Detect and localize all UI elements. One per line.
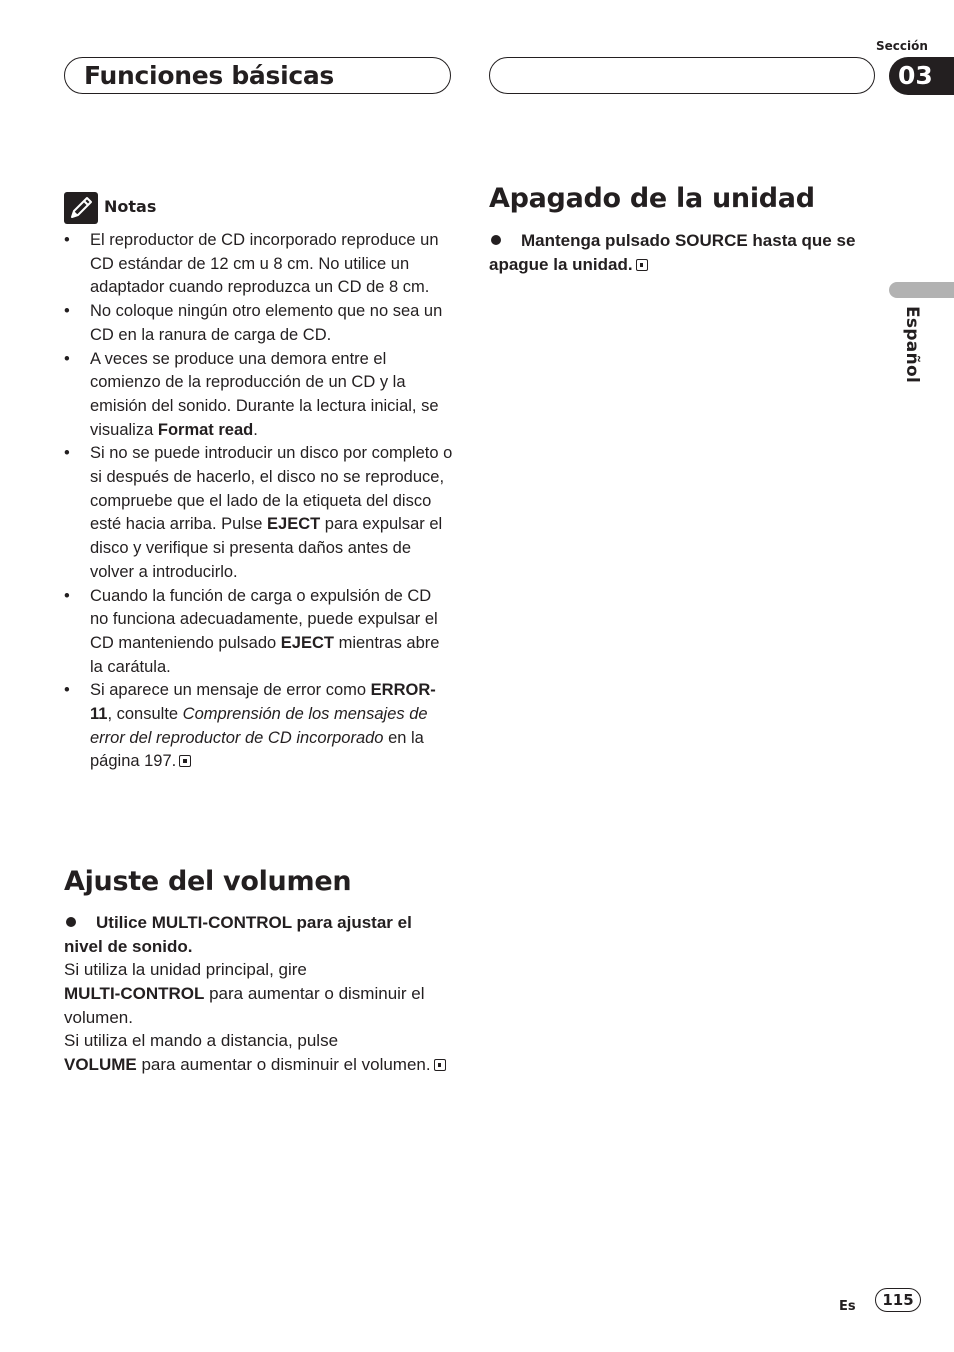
page-number: 115	[875, 1288, 921, 1312]
note-item	[64, 585, 454, 680]
note-item	[64, 679, 454, 774]
bullet-dot-icon	[66, 917, 76, 927]
section-number-badge: 03	[889, 57, 954, 95]
note-text: Comprensión de los mensajes de error del reproductor de CD incorporado	[90, 705, 428, 747]
note-item	[64, 300, 454, 347]
note-item	[64, 229, 454, 300]
end-mark-icon	[434, 1059, 446, 1071]
end-mark-icon	[636, 259, 648, 271]
language-tab-label: Español	[902, 306, 922, 384]
volume-line1-post: para aumentar o disminuir el volumen.	[64, 983, 425, 1027]
notes-label: Notas	[104, 197, 157, 216]
note-item	[64, 348, 454, 443]
section-label: Sección	[876, 39, 928, 53]
pencil-icon	[64, 192, 98, 224]
language-code: Es	[839, 1299, 856, 1314]
note-text: , consulte	[107, 705, 183, 724]
note-text: Cuando la función de carga o expulsión de CD no funciona adecuadamente, puede expulsar el CD manteniendo pulsado	[90, 586, 438, 652]
end-mark-icon	[179, 755, 191, 767]
language-tab-bar	[889, 282, 954, 298]
power-off-instruction-text: Mantenga pulsado SOURCE hasta que se apague la unidad.	[489, 231, 856, 274]
note-text: No coloque ningún otro elemento que no sea un CD en la ranura de carga de CD.	[90, 302, 443, 344]
note-text: El reproductor de CD incorporado reproduce un CD estándar de 12 cm u 8 cm. No utilice un adaptador cuando reproduzca un CD de 8 cm.	[90, 231, 439, 297]
volume-line2-pre: Si utiliza el mando a distancia, pulse	[64, 1031, 339, 1051]
note-text: para expulsar el disco y verifique si presenta daños antes de volver a introducirlo.	[90, 515, 443, 581]
volume-body	[64, 958, 454, 1077]
volume-line2-post: para aumentar o disminuir el volumen.	[136, 1055, 431, 1075]
volume-line2-bold: VOLUME	[64, 1055, 137, 1075]
note-text: .	[253, 420, 258, 439]
volume-line1-pre: Si utiliza la unidad principal, gire	[64, 960, 307, 979]
note-text: mientras abre la carátula.	[90, 633, 440, 676]
section-subtitle-frame	[489, 57, 875, 94]
volume-instruction-text: Utilice MULTI-CONTROL para ajustar el nivel de sonido.	[64, 913, 412, 956]
notes-list	[64, 229, 454, 774]
power-off-instruction	[489, 229, 869, 277]
section-title: Funciones básicas	[84, 61, 335, 90]
note-text: A veces se produce una demora entre el comienzo de la reproducción de un CD y la emisión del sonido. Durante la lectura inicial, se visualiza	[90, 349, 439, 439]
bullet-dot-icon	[491, 235, 501, 245]
note-text: Format read	[157, 420, 254, 439]
power-off-heading: Apagado de la unidad	[489, 183, 815, 214]
note-text: Si aparece un mensaje de error como	[90, 681, 371, 700]
note-text: ERROR-11	[90, 681, 436, 724]
volume-heading: Ajuste del volumen	[64, 866, 352, 897]
note-item	[64, 442, 454, 584]
note-text: EJECT	[267, 515, 321, 534]
volume-instruction	[64, 911, 454, 959]
note-text: en la página 197.	[90, 728, 424, 771]
note-text: Si no se puede introducir un disco por completo o si después de hacerlo, el disco no se reproduce, compruebe que el lado de la etiqueta del disco esté hacia arriba. Pulse	[90, 444, 453, 534]
note-text: EJECT	[280, 633, 334, 652]
volume-line1-bold: MULTI-CONTROL	[64, 983, 205, 1003]
